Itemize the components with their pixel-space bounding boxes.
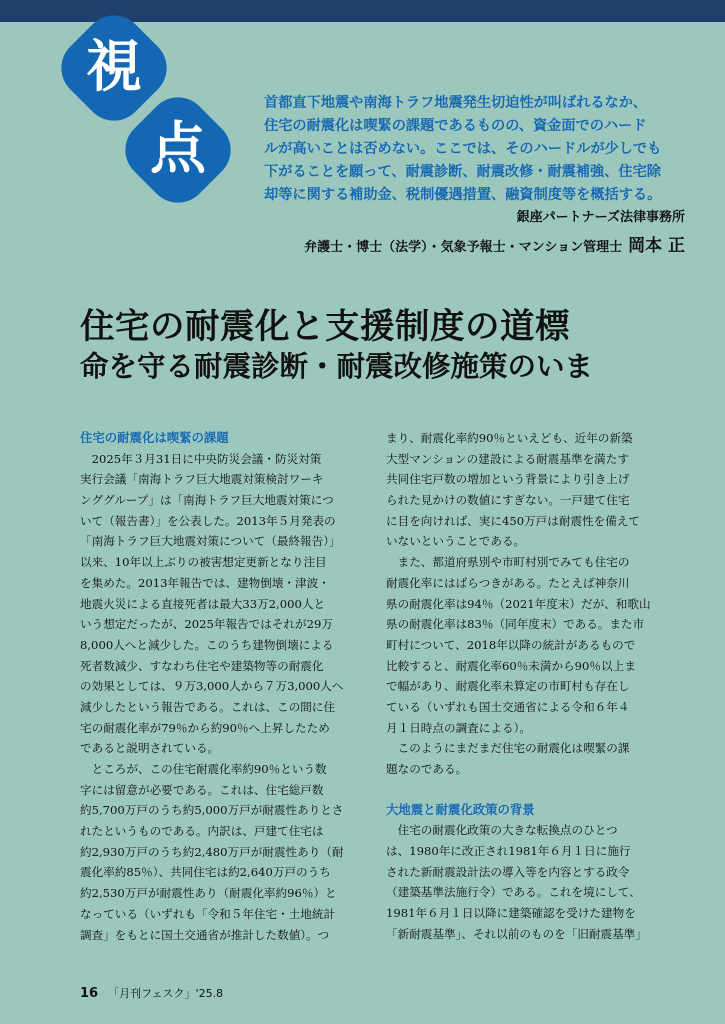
body-line: 耐震化率にはばらつきがある。たとえば神奈川 [386, 575, 630, 590]
body-line: このようにまだまだ住宅の耐震化は喫緊の課 [386, 741, 630, 756]
body-line: で幅があり、耐震化率未算定の市町村も存在し [386, 679, 630, 694]
body-line: 減少したという報告である。これは、この間に住 [80, 699, 336, 714]
right-column [386, 428, 676, 945]
body-line: まり、耐震化率約90％といえども、近年の新築 [386, 431, 633, 445]
body-line: 震化率約85％）、共同住宅は約2,640万戸のうち [80, 865, 331, 880]
body-line: 1981年６月１日以降に建築確認を受けた建物を [386, 906, 636, 921]
body-line: 実行会議「南海トラフ巨大地震対策検討ワーキ [80, 472, 324, 487]
body-line: 2025年３月31日に中央防災会議・防災対策 [80, 451, 322, 466]
body-line: 「新耐震基準」、それ以前のものを「旧耐震基準」 [386, 926, 647, 941]
lead-line: 首都直下地震や南海トラフ地震発生切迫性が叫ばれるなか、 [264, 95, 648, 111]
body-line: 死者数減少、すなわち住宅や建築物等の耐震化 [80, 658, 324, 673]
body-line: れたというものである。内訳は、戸建て住宅は [80, 824, 324, 839]
lead-line: ルが高いことは否めない。ここでは、そのハードルが少しでも [264, 141, 662, 157]
body-line: 以来、10年以上ぶりの被害想定更新となり注目 [80, 555, 327, 570]
column-gap [386, 780, 676, 800]
body-line: された新耐震設計法の導入等を内容とする政令 [386, 864, 630, 879]
body-line: ている（いずれも国土交通省による令和６年４ [386, 699, 630, 714]
body-line: いて（報告書）」を公表した。2013年５月発表の [80, 513, 336, 528]
author-name: 岡本 正 [628, 236, 685, 256]
body-line: 約2,530万戸が耐震性あり（耐震化率約96％）と [80, 886, 337, 901]
body-line: 月１日時点の調査による）。 [386, 720, 531, 735]
badge-diamond-2 [113, 85, 243, 215]
body-line: 宅の耐震化率が79％から約90％へ上昇したため [80, 720, 330, 735]
body-line: を集めた。2013年報告では、建物倒壊・津波・ [80, 575, 330, 590]
section-heading: 大地震と耐震化政策の背景 [386, 801, 535, 817]
body-line: 調査」をもとに国土交通省が推計した数値）。つ [80, 927, 330, 942]
body-line: 住宅の耐震化政策の大きな転換点のひとつ [386, 823, 618, 838]
lead-line: 住宅の耐震化は喫緊の課題であるものの、資金面でのハード [264, 118, 647, 134]
body-line: 県の耐震化率は94％（2021年度末）だが、和歌山 [386, 596, 651, 611]
body-line: 町村について、2018年以降の統計があるもので [386, 637, 636, 652]
lead-line: 却等に関する補助金、税制優遇措置、融資制度等を概括する。 [264, 187, 662, 203]
author-line [304, 231, 685, 256]
page-number: 16 [80, 986, 99, 1001]
body-line: であると説明されている。 [80, 741, 220, 756]
left-column [80, 428, 370, 945]
article-title: 住宅の耐震化と支援制度の道標 [80, 307, 570, 347]
body-line: 約2,930万戸のうち約2,480万戸が耐震性あり（耐 [80, 844, 344, 859]
body-line: は、1980年に改正され1981年６月１日に施行 [386, 844, 631, 859]
author-titles: 弁護士・博士（法学）・気象予報士・マンション管理士 [304, 240, 623, 255]
article-subtitle: 命を守る耐震診断・耐震改修施策のいま [80, 350, 594, 383]
body-line: なっている（いずれも「令和５年住宅・土地統計 [80, 906, 336, 921]
badge-char-1: 視 [86, 35, 142, 100]
lead-line: 下がることを願って、耐震診断、耐震改修・耐震補強、住宅除 [264, 164, 661, 180]
body-line: 字には留意が必要である。これは、住宅総戸数 [80, 782, 324, 797]
body-line: 題なのである。 [386, 762, 468, 776]
body-line: られた見かけの数値にすぎない。一戸建て住宅 [386, 493, 630, 508]
section-heading: 住宅の耐震化は喫緊の課題 [80, 430, 229, 445]
body-line: ンググループ」は「南海トラフ巨大地震対策につ [80, 493, 334, 508]
footer [80, 985, 223, 1001]
magazine-name: 「月刊フェスク」'25.8 [108, 987, 224, 1000]
body-line: （建築基準法施行令）である。これを境にして、 [386, 885, 641, 900]
body-line: いないということである。 [386, 534, 526, 549]
body-line: 約5,700万戸のうち約5,000万戸が耐震性ありとさ [80, 803, 344, 818]
body-line: 8,000人へと減少した。このうち建物倒壊による [80, 637, 334, 652]
body-line: に目を向ければ、実に450万戸は耐震性を備えて [386, 513, 641, 528]
body-line: ところが、この住宅耐震化率約90％という数 [80, 762, 327, 776]
body-line: の効果としては、９万3,000人から７万3,000人へ [80, 679, 344, 694]
body-line: また、都道府県別や市町村別でみても住宅の [386, 555, 630, 570]
body-line: 県の耐震化率は83％（同年度末）である。また市 [386, 617, 645, 632]
body-line: 共同住宅戸数の増加という背景により引き上げ [386, 472, 630, 487]
author-affiliation: 銀座パートナーズ法律事務所 [516, 210, 685, 225]
badge-char-2: 点 [150, 117, 206, 182]
lead-paragraph [264, 92, 684, 207]
body-line: 大型マンションの建設による耐震基準を満たす [386, 451, 629, 466]
body-line: 地震火災による直接死者は最大33万2,000人と [80, 596, 326, 611]
body-line: 比較すると、耐震化率60％未満から90％以上ま [386, 658, 636, 673]
body-line: いう想定だったが、2025年報告ではそれが29万 [80, 617, 333, 632]
body-line: 「南海トラフ巨大地震対策について（最終報告）」 [80, 534, 341, 549]
